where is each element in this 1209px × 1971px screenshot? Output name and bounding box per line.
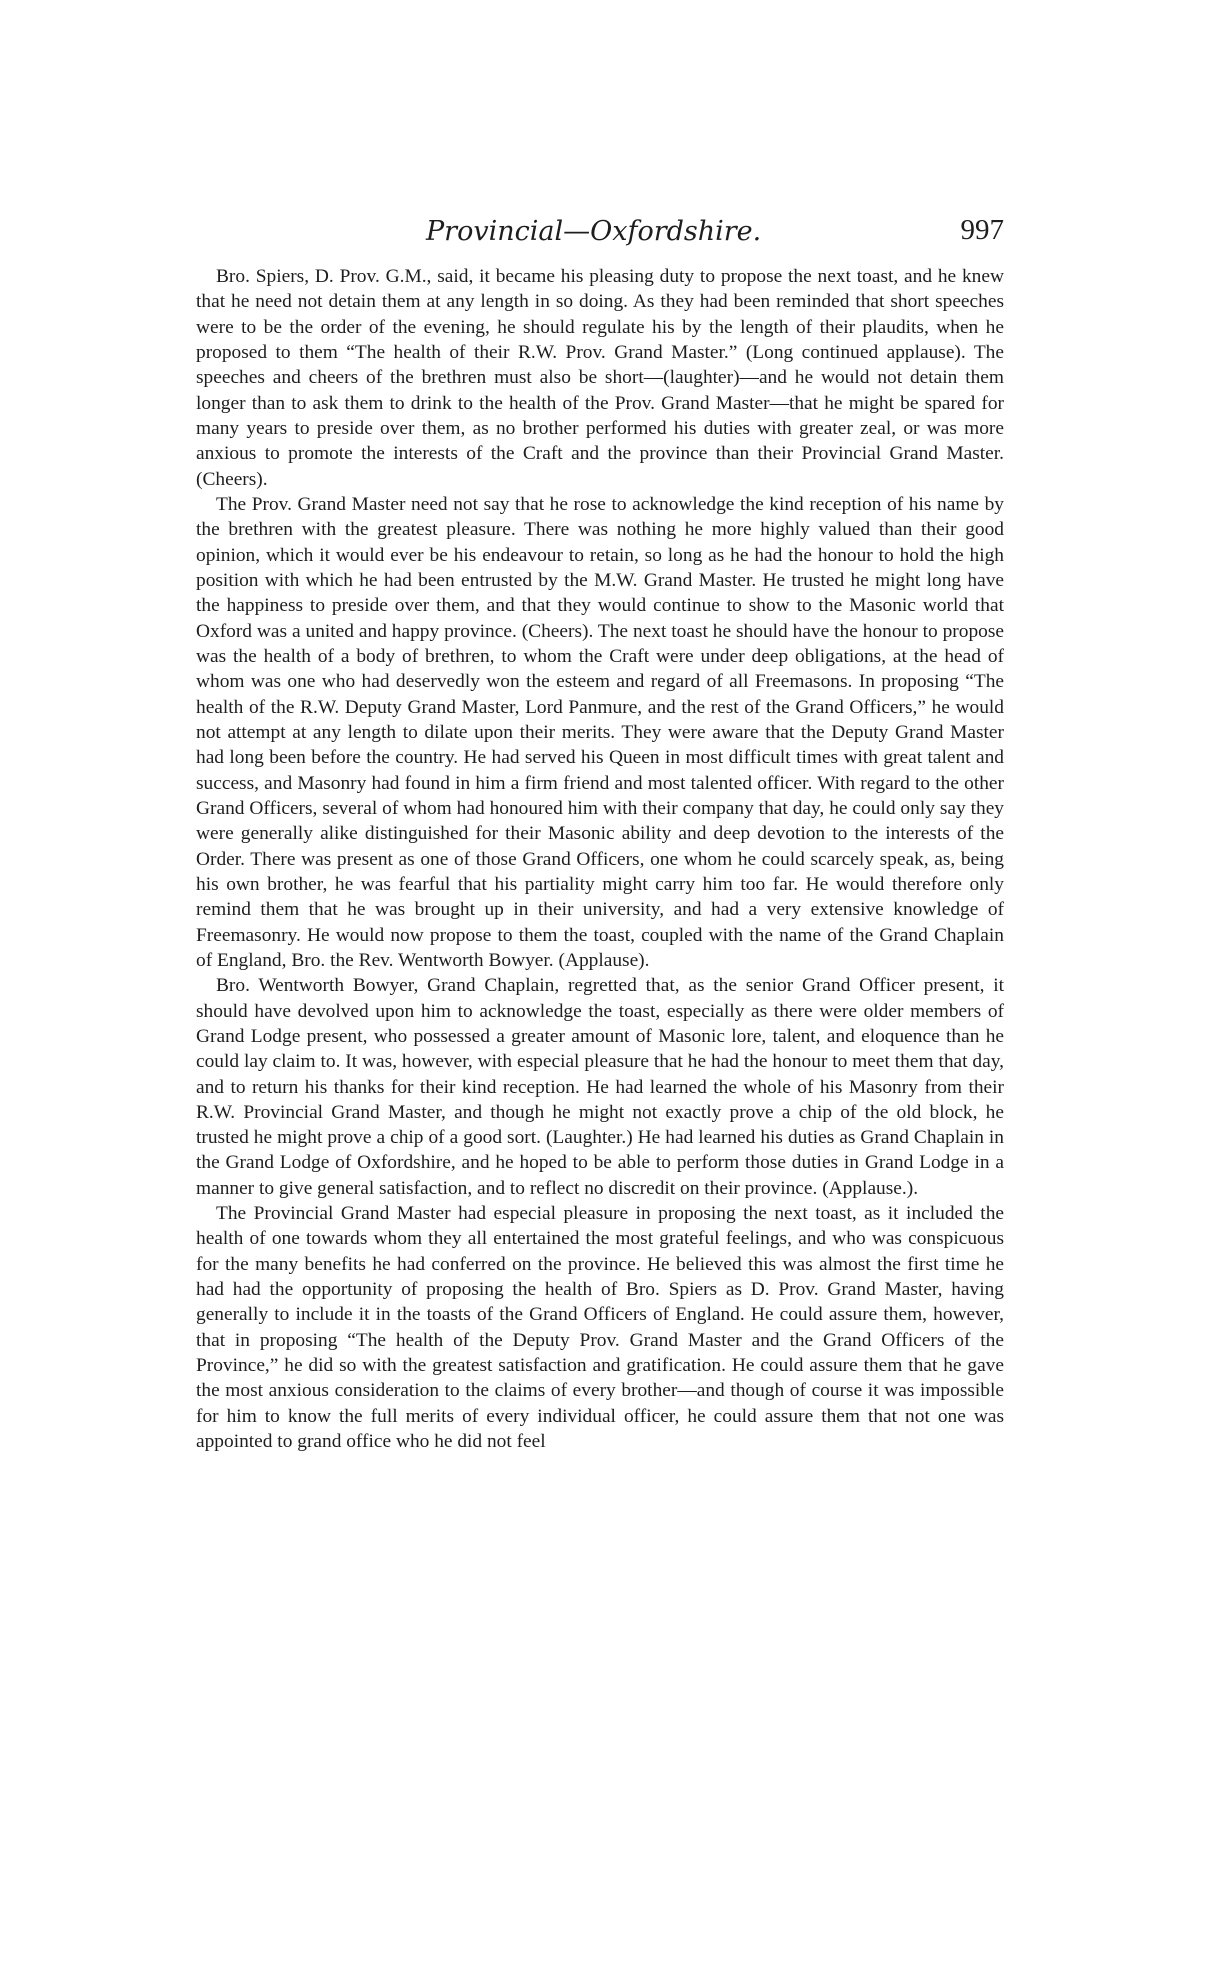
paragraph-bowyer-reply: Bro. Wentworth Bowyer, Grand Chaplain, regretted that, as the senior Grand Officer present, it should have devolved upon him to acknowledge the toast, especially as there were older members of Grand Lodge present, who possessed a greater amount of Masonic lore, talent, and eloquence than he could lay claim to. It was, however, with especial pleasure that he had the honour to meet them that day, and to return his thanks for their kind reception. He had learned the whole of his Masonry from their R.W. Provincial Grand Master, and though he might not exactly prove a chip of the old block, he trusted he might prove a chip of a good sort. (Laughter.) He had learned his duties as Grand Chaplain in the Grand Lodge of Oxfordshire, and he hoped to be able to perform those duties in Grand Lodge in a manner to give general satisfaction, and to reflect no discredit on their province. (Applause.). [196,975,1004,1199]
running-title: Provincial—Oxfordshire. [426,216,762,247]
paragraph-deputy-toast: The Provincial Grand Master had especial pleasure in proposing the next toast, as it included the health of one towards whom they all entertained the most grateful feelings, and who was conspicuous for the many benefits he had conferred on the province. He believed this was almost the first time he had had the opportunity of proposing the health of Bro. Spiers as D. Prov. Grand Master, having generally to include it in the toasts of the Grand Officers of England. He could assure them, however, that in proposing “The health of the Deputy Prov. Grand Master and the Grand Officers of the Province,” he did so with the greatest satisfaction and gratification. He could assure them that he gave the most anxious consideration to the claims of every brother—and though of course it was impossible for him to know the full merits of every individual officer, he could assure them that not one was appointed to grand office who he did not feel [196,1203,1004,1453]
page-number: 997 [960,214,1004,246]
body-text [196,264,1004,1454]
running-head [196,210,1004,250]
paragraph-prov-grand-master-reply: The Prov. Grand Master need not say that he rose to acknowledge the kind reception of his name by the brethren with the greatest pleasure. There was nothing he more highly valued than their good opinion, which it would ever be his endeavour to retain, so long as he had the honour to hold the high position with which he had been entrusted by the M.W. Grand Master. He trusted he might long have the happiness to preside over them, and that they would continue to show to the Masonic world that Oxford was a united and happy province. (Cheers). The next toast he should have the honour to propose was the health of a body of brethren, to whom the Craft were under deep obligations, at the head of whom was one who had deservedly won the esteem and regard of all Freemasons. In proposing “The health of the R.W. Deputy Grand Master, Lord Panmure, and the rest of the Grand Officers,” he would not attempt at any length to dilate upon their merits. They were aware that the Deputy Grand Master had long been before the country. He had served his Queen in most difficult times with great talent and success, and Masonry had found in him a firm friend and most talented officer. With regard to the other Grand Officers, several of whom had honoured him with their company that day, he could only say they were generally alike distinguished for their Masonic ability and deep devotion to the interests of the Order. There was present as one of those Grand Officers, one whom he could scarcely speak, as, being his own brother, he was fearful that his partiality might carry him too far. He would therefore only remind them that he was brought up in their university, and had a very extensive knowledge of Freemasonry. He would now propose to them the toast, coupled with the name of the Grand Chaplain of England, Bro. the Rev. Wentworth Bowyer. (Applause). [196,493,1004,971]
paragraph-spiers-toast: Bro. Spiers, D. Prov. G.M., said, it became his pleasing duty to propose the next toast, and he knew that he need not detain them at any length in so doing. As they had been reminded that short speeches were to be the order of the evening, he should regulate his by the length of their plaudits, when he proposed to them “The health of their R.W. Prov. Grand Master.” (Long continued applause). The speeches and cheers of the brethren must also be short—(laughter)—and he would not detain them longer than to ask them to drink to the health of the Prov. Grand Master—that he might be spared for many years to preside over them, as no brother performed his duties with greater zeal, or was more anxious to promote the interests of the Craft and the province than their Provincial Grand Master. (Cheers). [196,266,1004,490]
